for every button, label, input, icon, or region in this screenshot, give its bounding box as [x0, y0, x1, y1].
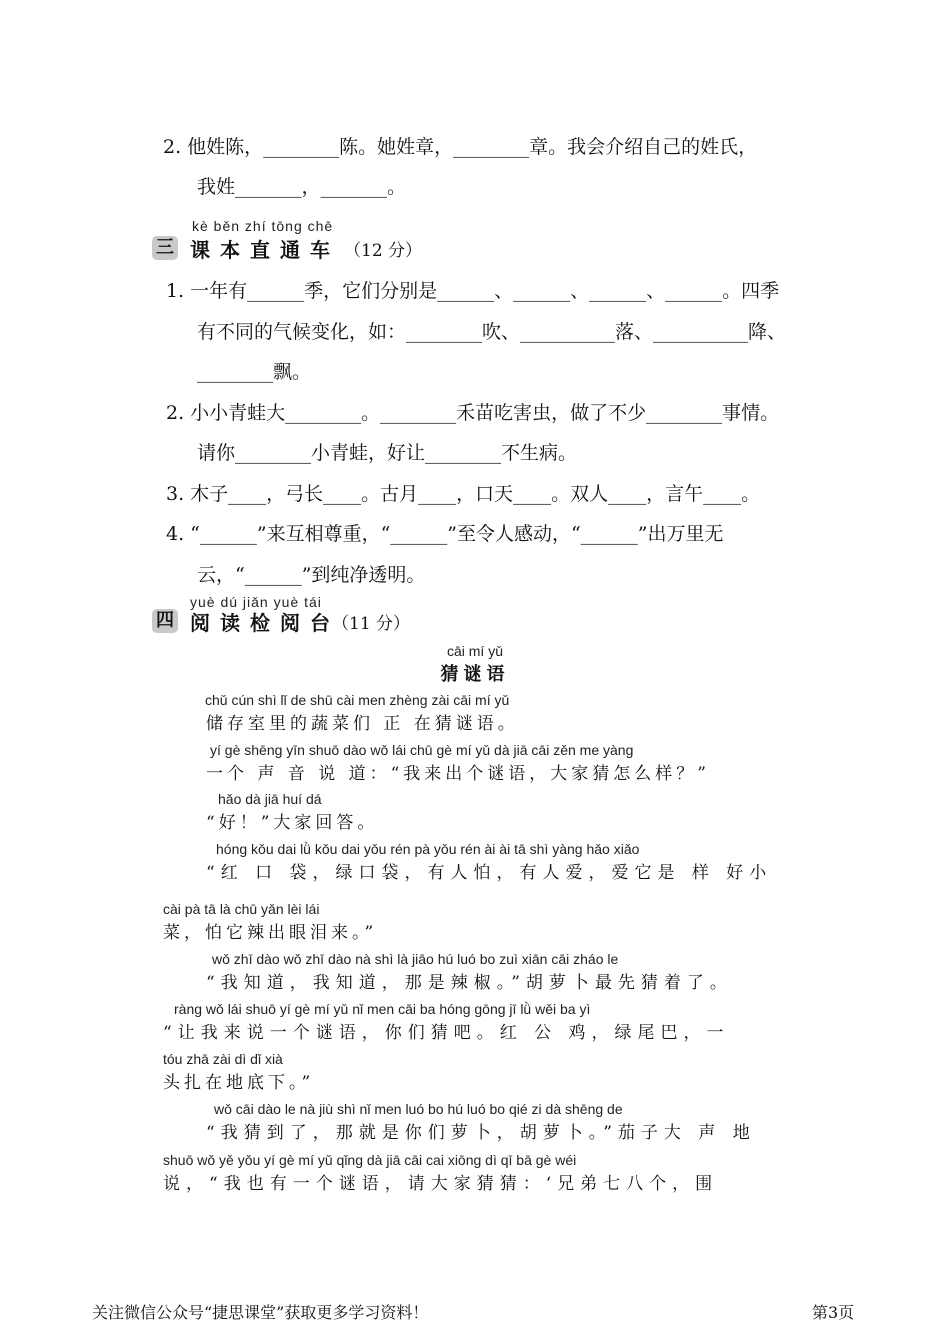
reading-line-text: “好！”大家回答。 — [206, 813, 379, 833]
sec3-title: 课本直通车 — [190, 238, 340, 262]
sec4-title-pinyin: yuè dú jiǎn yuè tái — [190, 594, 322, 610]
reading-line-pinyin: hǎo dà jiā huí dá — [218, 791, 322, 807]
reading-line-pinyin: ràng wǒ lái shuō yí gè mí yǔ nǐ men cāi ba hóng gōng jī lǜ wěi ba yì — [174, 1001, 591, 1017]
sec3-q1-line1: 1. 一年有______季，它们分别是______、______、______、______。四季 — [166, 280, 780, 302]
reading-line-pinyin: cài pà tā là chū yǎn lèi lái — [163, 901, 320, 917]
reading-line-pinyin: shuō wǒ yě yǒu yí gè mí yǔ qǐng dà jiā cāi cai xiōng dì qī bā gè wéi — [163, 1152, 577, 1168]
part2-q2-line1: 2. 他姓陈，________陈。她姓章，________章。我会介绍自己的姓氏， — [163, 136, 758, 158]
sec3-score: （12 分） — [344, 241, 423, 261]
reading-line-text: “红 口 袋，绿口袋，有人怕，有人爱，爱它是 样 好小 — [206, 863, 773, 883]
sec4-title: 阅读检阅台 — [190, 611, 340, 635]
sec4-score: （11 分） — [332, 614, 411, 634]
reading-line-pinyin: wǒ cāi dào le nà jiù shì nǐ men luó bo hú luó bo qié zi dà shēng de — [214, 1101, 623, 1117]
sec4-number-badge: 四 — [152, 609, 178, 633]
story-title: 猜谜语 — [440, 664, 510, 685]
sec3-number-badge: 三 — [152, 236, 178, 260]
reading-line-text: “我知道，我知道，那是辣椒。”胡萝卜最先猜着了。 — [206, 973, 733, 993]
reading-line-pinyin: wǒ zhī dào wǒ zhī dào nà shì là jiāo hú luó bo zuì xiān cāi zháo le — [212, 951, 619, 967]
sec3-title-pinyin: kè běn zhí tōng chē — [192, 218, 334, 234]
reading-line-text: “让我来说一个谜语，你们猜吧。红 公 鸡，绿尾巴，一 — [163, 1023, 730, 1043]
reading-line-text: 说，“我也有一个谜语，请大家猜猜：‘兄弟七八个，围 — [163, 1174, 719, 1194]
sec3-q2-line1: 2. 小小青蛙大________。________禾苗吃害虫，做了不少________事情。 — [166, 402, 780, 424]
footer-promo-text: 关注微信公众号“捷思课堂”获取更多学习资料！ — [92, 1303, 429, 1322]
part2-q2-line2: 我姓_______，_______。 — [197, 176, 407, 198]
reading-line-text: 菜，怕它辣出眼泪来。” — [163, 923, 378, 943]
reading-line-pinyin: tóu zhā zài dì dǐ xià — [163, 1051, 283, 1067]
reading-line-pinyin: yí gè shēng yīn shuō dào wǒ lái chū gè mí yǔ dà jiā cāi zěn me yàng — [210, 742, 634, 758]
sec3-q2-line2: 请你________小青蛙，好让________不生病。 — [197, 442, 578, 464]
reading-line-pinyin: chǔ cún shì lǐ de shū cài men zhèng zài cāi mí yǔ — [205, 692, 510, 708]
reading-line-text: 一个 声 音 说 道：“我来出个谜语，大家猜怎么样？” — [206, 764, 710, 784]
sec3-q1-line2: 有不同的气候变化，如：________吹、__________落、__________降、 — [197, 321, 787, 343]
page-number: 第3页 — [812, 1303, 855, 1322]
sec3-q1-line3: ________飘。 — [197, 361, 312, 383]
reading-line-text: 头扎在地底下。” — [163, 1073, 315, 1093]
story-title-pinyin: cāi mí yǔ — [446, 643, 503, 659]
sec3-q4-line1: 4. “______”来互相尊重，“______”至令人感动，“______”出万里无 — [166, 523, 724, 545]
reading-line-text: 储存室里的蔬菜们 正 在猜谜语。 — [206, 714, 519, 734]
reading-line-pinyin: hóng kǒu dai lǜ kǒu dai yǒu rén pà yǒu rén ài ài tā shì yàng hǎo xiǎo — [216, 841, 640, 857]
sec3-q3: 3. 木子____，弓长____。古月____，口天____。双人____，言午____。 — [166, 483, 761, 505]
reading-line-text: “我猜到了，那就是你们萝卜，胡萝卜。”茄子大 声 地 — [206, 1123, 756, 1143]
sec3-q4-line2: 云，“______”到纯净透明。 — [197, 564, 426, 586]
